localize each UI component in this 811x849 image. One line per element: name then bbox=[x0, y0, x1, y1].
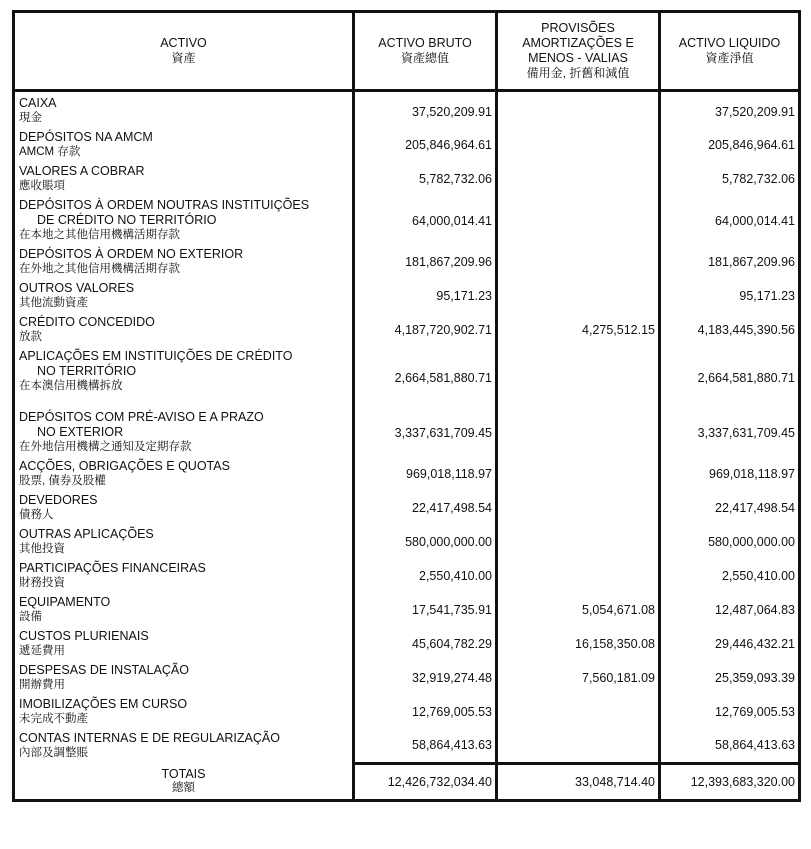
cell-provisoes bbox=[497, 559, 660, 593]
row-label bbox=[14, 279, 354, 313]
row-label bbox=[14, 128, 354, 162]
cell-provisoes: 16,158,350.08 bbox=[497, 627, 660, 661]
row-label bbox=[14, 661, 354, 695]
table-row bbox=[14, 559, 800, 593]
row-label-zh: 應收賬項 bbox=[19, 180, 65, 192]
row-label-pt: DEPÓSITOS À ORDEM NOUTRAS INSTITUIÇÕES bbox=[19, 198, 310, 212]
totals-label-zh: 總額 bbox=[172, 781, 195, 794]
row-label-pt: VALORES A COBRAR bbox=[19, 164, 145, 178]
cell-activo-liquido: 37,520,209.91 bbox=[660, 91, 800, 129]
cell-activo-bruto: 2,550,410.00 bbox=[354, 559, 497, 593]
row-label-zh: 在外地之其他信用機構活期存款 bbox=[19, 263, 180, 275]
row-label-pt: DEVEDORES bbox=[19, 493, 98, 507]
cell-activo-bruto: 181,867,209.96 bbox=[354, 245, 497, 279]
table-row bbox=[14, 245, 800, 279]
row-label bbox=[14, 729, 354, 763]
row-label-zh: 遞延費用 bbox=[19, 645, 65, 657]
cell-activo-liquido: 5,782,732.06 bbox=[660, 162, 800, 196]
cell-activo-liquido: 2,664,581,880.71 bbox=[660, 347, 800, 408]
cell-provisoes bbox=[497, 525, 660, 559]
row-label-pt-cont: DE CRÉDITO NO TERRITÓRIO bbox=[37, 213, 217, 227]
cell-activo-bruto: 37,520,209.91 bbox=[354, 91, 497, 129]
row-label bbox=[14, 695, 354, 729]
table-row bbox=[14, 661, 800, 695]
cell-activo-liquido: 580,000,000.00 bbox=[660, 525, 800, 559]
row-label bbox=[14, 347, 354, 408]
header-provisoes-line1: PROVISÕES bbox=[541, 21, 615, 35]
header-provisoes-line2: AMORTIZAÇÕES E bbox=[522, 36, 634, 50]
row-label-zh: 在本地之其他信用機構活期存款 bbox=[19, 229, 180, 241]
cell-provisoes bbox=[497, 162, 660, 196]
cell-activo-bruto: 17,541,735.91 bbox=[354, 593, 497, 627]
row-label-pt: CUSTOS PLURIENAIS bbox=[19, 629, 149, 643]
totals-label bbox=[14, 763, 354, 800]
row-label-zh: 未完成不動產 bbox=[19, 713, 88, 725]
row-label-zh: 內部及調整賬 bbox=[19, 747, 88, 759]
table-row bbox=[14, 729, 800, 763]
cell-activo-bruto: 3,337,631,709.45 bbox=[354, 408, 497, 457]
cell-provisoes bbox=[497, 729, 660, 763]
table-row bbox=[14, 162, 800, 196]
row-label-pt: APLICAÇÕES EM INSTITUIÇÕES DE CRÉDITO bbox=[19, 349, 293, 363]
row-label bbox=[14, 525, 354, 559]
cell-activo-liquido: 25,359,093.39 bbox=[660, 661, 800, 695]
row-label-pt: CONTAS INTERNAS E DE REGULARIZAÇÃO bbox=[19, 731, 280, 745]
cell-provisoes bbox=[497, 457, 660, 491]
row-label-zh: 其他流動資產 bbox=[19, 297, 88, 309]
cell-provisoes bbox=[497, 196, 660, 245]
row-label bbox=[14, 457, 354, 491]
row-label-zh: 放款 bbox=[19, 331, 42, 343]
cell-activo-bruto: 32,919,274.48 bbox=[354, 661, 497, 695]
table-row bbox=[14, 457, 800, 491]
row-label-pt-cont: NO EXTERIOR bbox=[37, 425, 124, 439]
cell-activo-bruto: 4,187,720,902.71 bbox=[354, 313, 497, 347]
balance-sheet bbox=[12, 10, 798, 802]
row-label-pt: IMOBILIZAÇÕES EM CURSO bbox=[19, 697, 188, 711]
totals-label-pt: TOTAIS bbox=[161, 766, 206, 781]
row-label-pt-cont: NO TERRITÓRIO bbox=[37, 364, 137, 378]
cell-provisoes bbox=[497, 491, 660, 525]
header-activo-zh: 資產 bbox=[171, 51, 196, 65]
totals-bruto: 12,426,732,034.40 bbox=[354, 763, 497, 800]
header-row bbox=[14, 12, 800, 91]
cell-activo-liquido: 2,550,410.00 bbox=[660, 559, 800, 593]
header-provisoes-line3: MENOS - VALIAS bbox=[528, 51, 628, 65]
cell-activo-bruto: 22,417,498.54 bbox=[354, 491, 497, 525]
cell-activo-liquido: 95,171.23 bbox=[660, 279, 800, 313]
cell-provisoes: 7,560,181.09 bbox=[497, 661, 660, 695]
row-label-zh: 設備 bbox=[19, 611, 42, 623]
row-label bbox=[14, 408, 354, 457]
assets-table bbox=[12, 10, 801, 802]
cell-activo-bruto: 580,000,000.00 bbox=[354, 525, 497, 559]
row-label-zh: 財務投資 bbox=[19, 577, 65, 589]
row-label bbox=[14, 245, 354, 279]
row-label bbox=[14, 196, 354, 245]
table-row bbox=[14, 627, 800, 661]
header-provisoes bbox=[497, 12, 660, 91]
row-label-pt: DEPÓSITOS COM PRÉ-AVISO E A PRAZO bbox=[19, 410, 264, 424]
cell-activo-liquido: 12,487,064.83 bbox=[660, 593, 800, 627]
cell-provisoes bbox=[497, 347, 660, 408]
table-row bbox=[14, 279, 800, 313]
row-label-pt: DEPÓSITOS NA AMCM bbox=[19, 130, 153, 144]
cell-activo-bruto: 95,171.23 bbox=[354, 279, 497, 313]
table-row bbox=[14, 695, 800, 729]
cell-activo-bruto: 45,604,782.29 bbox=[354, 627, 497, 661]
totals-provisoes: 33,048,714.40 bbox=[497, 763, 660, 800]
table-row bbox=[14, 347, 800, 408]
row-label-pt: EQUIPAMENTO bbox=[19, 595, 111, 609]
cell-activo-bruto: 64,000,014.41 bbox=[354, 196, 497, 245]
row-label-pt: CAIXA bbox=[19, 96, 57, 110]
row-label bbox=[14, 627, 354, 661]
row-label bbox=[14, 491, 354, 525]
header-liquido-zh: 資產淨值 bbox=[705, 51, 754, 65]
row-label-zh: AMCM 存款 bbox=[19, 146, 81, 158]
cell-activo-liquido: 181,867,209.96 bbox=[660, 245, 800, 279]
table-row bbox=[14, 313, 800, 347]
cell-activo-liquido: 3,337,631,709.45 bbox=[660, 408, 800, 457]
table-row bbox=[14, 91, 800, 129]
totals-liquido: 12,393,683,320.00 bbox=[660, 763, 800, 800]
cell-provisoes bbox=[497, 695, 660, 729]
row-label-pt: OUTRAS APLICAÇÕES bbox=[19, 527, 154, 541]
row-label bbox=[14, 91, 354, 129]
header-activo-bruto bbox=[354, 12, 497, 91]
row-label-zh: 其他投資 bbox=[19, 543, 65, 555]
cell-activo-liquido: 4,183,445,390.56 bbox=[660, 313, 800, 347]
header-activo bbox=[14, 12, 354, 91]
row-label-zh: 在外地信用機構之通知及定期存款 bbox=[19, 441, 192, 453]
row-label-pt: OUTROS VALORES bbox=[19, 281, 135, 295]
cell-provisoes bbox=[497, 128, 660, 162]
table-row bbox=[14, 525, 800, 559]
table-row bbox=[14, 196, 800, 245]
row-label-pt: PARTICIPAÇÕES FINANCEIRAS bbox=[19, 561, 206, 575]
totals-row bbox=[14, 763, 800, 800]
cell-activo-liquido: 205,846,964.61 bbox=[660, 128, 800, 162]
cell-activo-liquido: 969,018,118.97 bbox=[660, 457, 800, 491]
row-label bbox=[14, 559, 354, 593]
asset-rows bbox=[14, 91, 800, 764]
row-label-zh: 現金 bbox=[19, 112, 42, 124]
row-label-pt: DEPÓSITOS À ORDEM NO EXTERIOR bbox=[19, 247, 244, 261]
row-label-pt: CRÉDITO CONCEDIDO bbox=[19, 315, 155, 329]
table-row bbox=[14, 408, 800, 457]
table-row bbox=[14, 128, 800, 162]
row-label-pt: DESPESAS DE INSTALAÇÃO bbox=[19, 663, 189, 677]
cell-activo-liquido: 22,417,498.54 bbox=[660, 491, 800, 525]
cell-activo-bruto: 205,846,964.61 bbox=[354, 128, 497, 162]
cell-activo-liquido: 64,000,014.41 bbox=[660, 196, 800, 245]
row-label bbox=[14, 313, 354, 347]
cell-activo-liquido: 29,446,432.21 bbox=[660, 627, 800, 661]
header-bruto-zh: 資產總值 bbox=[400, 51, 449, 65]
row-label-zh: 債務人 bbox=[19, 509, 54, 521]
cell-provisoes bbox=[497, 408, 660, 457]
header-bruto-pt: ACTIVO BRUTO bbox=[378, 36, 472, 50]
header-activo-liquido bbox=[660, 12, 800, 91]
row-label bbox=[14, 593, 354, 627]
row-label-zh: 在本澳信用機構拆放 bbox=[19, 380, 123, 392]
table-row bbox=[14, 491, 800, 525]
cell-provisoes bbox=[497, 91, 660, 129]
cell-provisoes: 5,054,671.08 bbox=[497, 593, 660, 627]
table-row bbox=[14, 593, 800, 627]
row-label bbox=[14, 162, 354, 196]
row-label-pt: ACÇÕES, OBRIGAÇÕES E QUOTAS bbox=[19, 459, 230, 473]
cell-activo-bruto: 2,664,581,880.71 bbox=[354, 347, 497, 408]
cell-activo-bruto: 58,864,413.63 bbox=[354, 729, 497, 763]
header-liquido-pt: ACTIVO LIQUIDO bbox=[678, 36, 781, 50]
cell-provisoes bbox=[497, 279, 660, 313]
cell-provisoes: 4,275,512.15 bbox=[497, 313, 660, 347]
header-activo-pt: ACTIVO bbox=[160, 36, 207, 50]
cell-activo-bruto: 969,018,118.97 bbox=[354, 457, 497, 491]
header-provisoes-zh: 備用金, 折舊和減值 bbox=[526, 66, 630, 80]
cell-activo-liquido: 12,769,005.53 bbox=[660, 695, 800, 729]
cell-activo-bruto: 5,782,732.06 bbox=[354, 162, 497, 196]
cell-provisoes bbox=[497, 245, 660, 279]
cell-activo-bruto: 12,769,005.53 bbox=[354, 695, 497, 729]
row-label-zh: 股票, 債券及股權 bbox=[19, 475, 106, 487]
row-label-zh: 開辦費用 bbox=[19, 679, 65, 691]
cell-activo-liquido: 58,864,413.63 bbox=[660, 729, 800, 763]
